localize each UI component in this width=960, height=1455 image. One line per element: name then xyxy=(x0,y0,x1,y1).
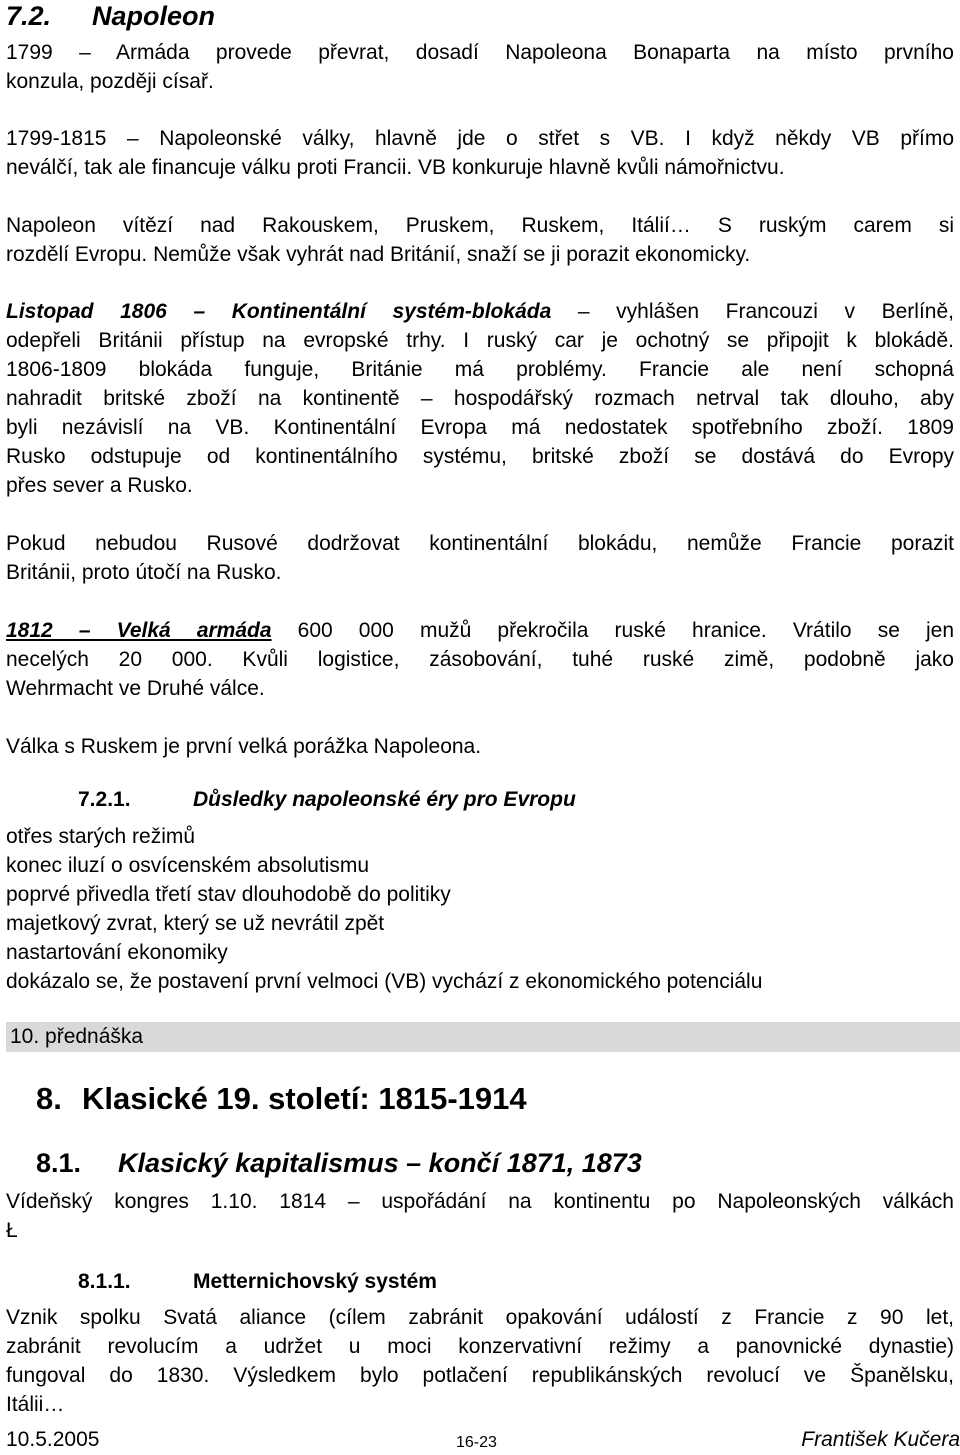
lecture-label: 10. přednáška xyxy=(10,1025,144,1048)
paragraph-line: fungoval do 1830. Výsledkem bylo potlačení republikánských revolucí ve Španělsku, xyxy=(6,1364,954,1387)
list-item: majetkový zvrat, který se už nevrátil zpět xyxy=(6,912,385,935)
paragraph-line: rozdělí Evropu. Nemůže však vyhrát nad Británií, snaží se ji porazit ekonomicky. xyxy=(6,243,751,266)
text-run: 600 000 mužů překročila ruské hranice. Vrátilo se jen xyxy=(271,619,954,642)
paragraph-line: 1799 – Armáda provede převrat, dosadí Napoleona Bonaparta na místo prvního xyxy=(6,41,954,64)
lecture-banner xyxy=(6,1022,960,1052)
paragraph-line: Vznik spolku Svatá aliance (cílem zabránit opakování událostí z Francie z 90 let, xyxy=(6,1306,954,1329)
subsection-title: Důsledky napoleonské éry pro Evropu xyxy=(193,788,576,811)
subsection-number: 7.2.1. xyxy=(78,788,131,811)
paragraph-line: Ł xyxy=(6,1219,18,1242)
paragraph-line: neválčí, tak ale financuje válku proti Francii. VB konkuruje hlavně kvůli námořnictvu. xyxy=(6,156,785,179)
paragraph-line: konzula, později císař. xyxy=(6,70,214,93)
subsection-title: Metternichovský systém xyxy=(193,1270,437,1293)
paragraph-line: Itálii… xyxy=(6,1393,65,1416)
section-heading xyxy=(36,1147,642,1179)
list-item: dokázalo se, že postavení první velmoci (VB) vychází z ekonomického potenciálu xyxy=(6,970,763,993)
paragraph-line: nahradit britské zboží na kontinentě – hospodářský rozmach netrval tak dlouho, aby xyxy=(6,387,954,410)
paragraph-line: Wehrmacht ve Druhé válce. xyxy=(6,677,265,700)
footer-date: 10.5.2005 xyxy=(6,1428,100,1451)
paragraph-line: Válka s Ruskem je první velká porážka Napoleona. xyxy=(6,735,482,758)
emphasis-text: 1812 – Velká armáda xyxy=(6,619,272,642)
paragraph-line: Británii, proto útočí na Rusko. xyxy=(6,561,282,584)
subsection-number: 8.1.1. xyxy=(78,1270,131,1293)
paragraph-line: přes sever a Rusko. xyxy=(6,474,193,497)
footer-page-number: 16-23 xyxy=(456,1434,497,1451)
section-title: Klasický kapitalismus – končí 1871, 1873 xyxy=(118,1148,642,1178)
paragraph-line xyxy=(6,616,954,645)
list-item: nastartování ekonomiky xyxy=(6,941,228,964)
section-heading xyxy=(6,0,215,32)
paragraph-line: necelých 20 000. Kvůli logistice, zásobování, tuhé ruské zimě, podobně jako xyxy=(6,648,954,671)
emphasis-text: Listopad 1806 – Kontinentální systém-blokáda xyxy=(6,300,552,323)
list-item: konec iluzí o osvícenském absolutismu xyxy=(6,854,369,877)
paragraph-line: zabránit revolucím a udržet u moci konzervativní režimy a panovnické dynastie) xyxy=(6,1335,954,1358)
paragraph-line: Pokud nebudou Rusové dodržovat kontinentální blokádu, nemůže Francie porazit xyxy=(6,532,954,555)
section-title: Napoleon xyxy=(92,1,216,31)
section-number: 8.1. xyxy=(36,1148,82,1178)
paragraph-line: byli nezávislí na VB. Kontinentální Evropa má nedostatek spotřebního zboží. 1809 xyxy=(6,416,954,439)
text-run: – vyhlášen Francouzi v Berlíně, xyxy=(551,300,954,323)
section-number: 7.2. xyxy=(6,1,52,31)
paragraph-line: odepřeli Británii přístup na evropské trhy. I ruský car je ochotný se připojit k blokádě. xyxy=(6,329,954,352)
paragraph-line xyxy=(6,297,954,326)
page-footer xyxy=(6,1428,960,1452)
paragraph-line: Vídeňský kongres 1.10. 1814 – uspořádání na kontinentu po Napoleonských válkách xyxy=(6,1190,954,1213)
paragraph-line: 1799-1815 – Napoleonské války, hlavně jde o střet s VB. I když někdy VB přímo xyxy=(6,127,954,150)
chapter-number: 8. xyxy=(36,1081,62,1116)
chapter-heading xyxy=(36,1080,527,1118)
paragraph-line: 1806-1809 blokáda funguje, Británie má problémy. Francie ale není schopná xyxy=(6,358,954,381)
list-item: poprvé přivedla třetí stav dlouhodobě do politiky xyxy=(6,883,451,906)
footer-author: František Kučera xyxy=(801,1428,960,1451)
paragraph-line: Rusko odstupuje od kontinentálního systému, britské zboží se dostává do Evropy xyxy=(6,445,954,468)
chapter-title: Klasické 19. století: 1815-1914 xyxy=(82,1081,527,1116)
paragraph-line: Napoleon vítězí nad Rakouskem, Pruskem, Ruskem, Itálií… S ruským carem si xyxy=(6,214,954,237)
list-item: otřes starých režimů xyxy=(6,825,196,848)
